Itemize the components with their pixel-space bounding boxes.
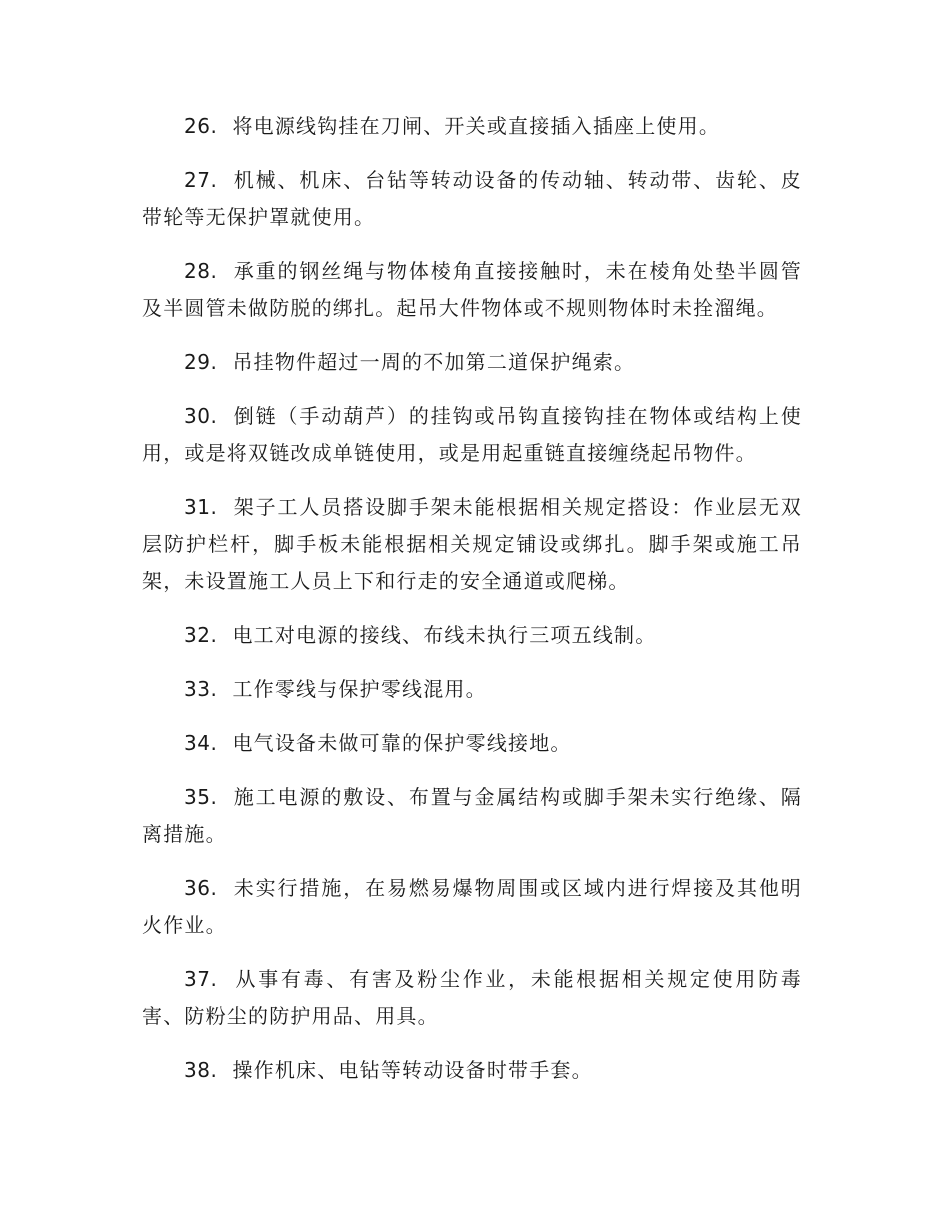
list-item-28 [142,253,802,327]
item-text: 操作机床、电钻等转动设备时带手套。 [232,1058,593,1082]
item-text: 电工对电源的接线、布线未执行三项五线制。 [232,623,657,647]
item-text: 架子工人员搭设脚手架未能根据相关规定搭设：作业层无双层防护栏杆，脚手板未能根据相关规定铺设或绑扎。脚手架或施工吊架，未设置施工人员上下和行走的安全通道或爬梯。 [142,495,802,593]
list-item-29 [142,344,802,381]
list-item-30 [142,398,802,472]
item-number: 32. [184,623,218,647]
item-number: 29. [184,350,218,374]
list-item-33 [142,671,802,708]
item-number: 37. [184,967,218,991]
item-text: 将电源线钩挂在刀闸、开关或直接插入插座上使用。 [232,114,721,138]
item-text: 从事有毒、有害及粉尘作业，未能根据相关规定使用防毒害、防粉尘的防护用品、用具。 [142,967,803,1028]
item-number: 35. [184,785,218,809]
item-text: 吊挂物件超过一周的不加第二道保护绳索。 [232,350,636,374]
item-text: 工作零线与保护零线混用。 [232,677,487,701]
list-item-35 [142,779,802,853]
item-text: 施工电源的敷设、布置与金属结构或脚手架未实行绝缘、隔离措施。 [142,785,802,846]
item-number: 33. [184,677,218,701]
item-number: 27. [184,168,218,192]
item-number: 26. [184,114,218,138]
item-number: 34. [184,731,218,755]
document-body [142,108,802,1106]
item-number: 36. [184,876,218,900]
list-item-32 [142,617,802,654]
item-text: 倒链（手动葫芦）的挂钩或吊钩直接钩挂在物体或结构上使用，或是将双链改成单链使用，或是用起重链直接缠绕起吊物件。 [142,404,802,465]
item-number: 31. [184,495,218,519]
item-number: 28. [184,259,218,283]
item-number: 38. [184,1058,218,1082]
list-item-34 [142,725,802,762]
list-item-36 [142,870,802,944]
item-text: 机械、机床、台钻等转动设备的传动轴、转动带、齿轮、皮带轮等无保护罩就使用。 [142,168,802,229]
list-item-27 [142,162,802,236]
list-item-26 [142,108,802,145]
item-text: 承重的钢丝绳与物体棱角直接接触时，未在棱角处垫半圆管及半圆管未做防脱的绑扎。起吊大件物体或不规则物体时未拴溜绳。 [142,259,802,320]
item-text: 电气设备未做可靠的保护零线接地。 [232,731,572,755]
item-text: 未实行措施，在易燃易爆物周围或区域内进行焊接及其他明火作业。 [142,876,802,937]
list-item-38 [142,1052,802,1089]
item-number: 30. [184,404,218,428]
list-item-31 [142,489,802,600]
list-item-37 [142,961,802,1035]
